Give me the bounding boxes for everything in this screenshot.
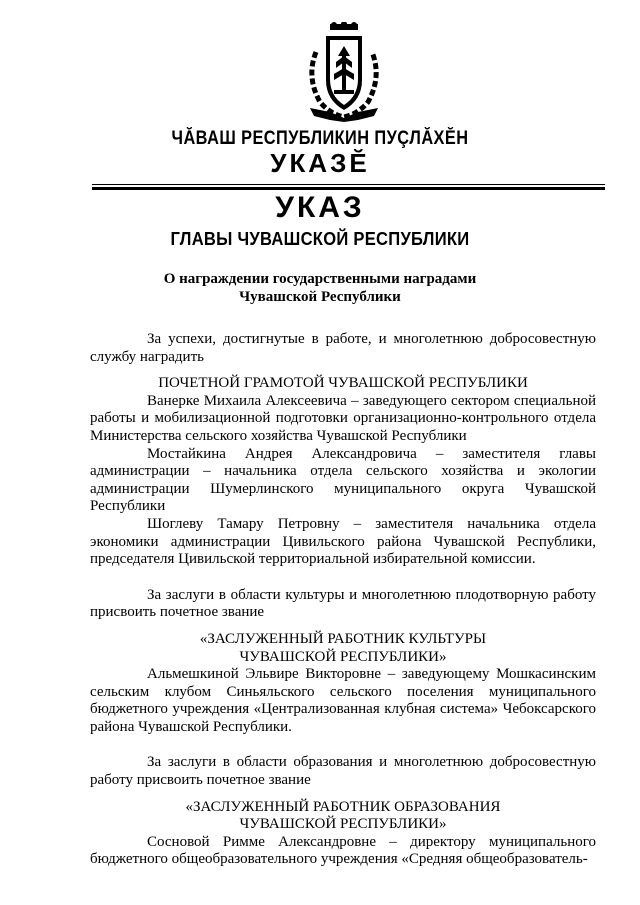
decree-body [90,331,596,869]
awardee-paragraph: Альмешкиной Эльвире Викторовне – заведующему Мошкасинским сельским клубом Синьяльского сельского поселения муниципального бюджетного учреждения «Централизованная клубная система» Чебоксарского района Чувашской Республики. [90,666,596,735]
awardee-paragraph: Сосновой Римме Александровне – директору муниципального бюджетного общеобразовательного учреждения «Средняя общеобразователь- [90,833,596,868]
award-heading-3-line-1: «ЗАСЛУЖЕННЫЙ РАБОТНИК ОБРАЗОВАНИЯ [185,798,501,815]
chuvash-header-line: ЧĂВАШ РЕСПУБЛИКИН ПУÇЛĂХĔН [171,128,469,149]
decree-subject [0,270,640,306]
chuvash-emblem-icon [296,22,392,122]
award-heading-3-line-2: ЧУВАШСКОЙ РЕСПУБЛИКИ» [239,816,447,833]
paragraph-intro-1: За успехи, достигнутые в работе, и многолетнюю добросовестную службу наградить [90,331,596,365]
awardee-paragraph: Ванерке Михаила Алексеевича – заведующего сектором специальной работы и мобилизационной подготовки организационно-контрольного отдела Министерства сельского хозяйства Чувашской Республики [90,392,596,444]
header-divider-thick [92,187,605,190]
decree-title: УКАЗ [275,191,365,224]
chuvash-decree-title: УКАЗĔ [270,148,370,178]
subject-line-1: О награждении государственными наградами [163,271,477,287]
award-heading-2-line-1: «ЗАСЛУЖЕННЫЙ РАБОТНИК КУЛЬТУРЫ [199,630,487,647]
awardee-paragraph: Мостайкина Андрея Александровича – заместителя главы администрации – начальника отдела сельского хозяйства и экологии администрации Шумерлинского муниципального округа Чувашской Республики [90,445,596,515]
header-divider-thin [92,184,605,185]
awardee-paragraph: Шоглеву Тамару Петровну – заместителя начальника отдела экономики администрации Цивильского района Чувашской Республики, председателя Цивильской территориальной избирательной комиссии. [90,515,596,568]
award-heading-2-line-2: ЧУВАШСКОЙ РЕСПУБЛИКИ» [239,648,447,665]
subject-line-2: Чувашской Республики [239,289,401,305]
issuer-title: ГЛАВЫ ЧУВАШСКОЙ РЕСПУБЛИКИ [170,229,470,249]
paragraph-intro-3: За заслуги в области образования и многолетнюю добросовестную работу присвоить почетное звание [90,754,596,789]
paragraph-intro-2: За заслуги в области культуры и многолетнюю плодотворную работу присвоить почетное звание [90,586,596,621]
award-heading-1: ПОЧЕТНОЙ ГРАМОТОЙ ЧУВАШСКОЙ РЕСПУБЛИКИ [158,375,528,392]
